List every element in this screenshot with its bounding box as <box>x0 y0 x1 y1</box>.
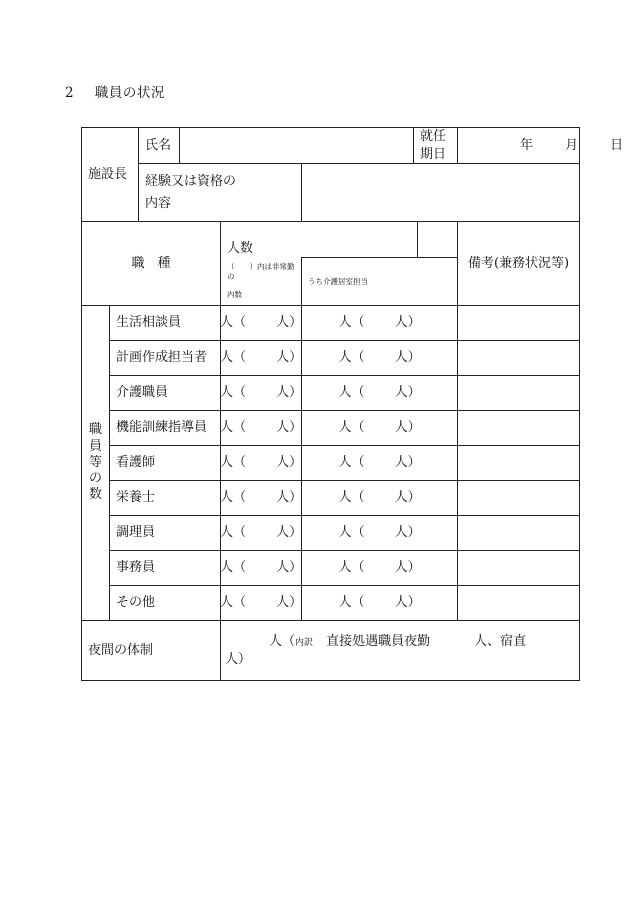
night-system-label: 夜間の体制 <box>82 621 221 681</box>
care-room-count-cell[interactable]: 人 （ 人） <box>302 341 458 376</box>
table-row <box>82 411 580 446</box>
remarks-cell[interactable] <box>458 306 580 341</box>
section-number: 2 <box>65 85 75 101</box>
month-label: 月 <box>565 137 579 153</box>
year-label: 年 <box>520 137 534 153</box>
table-row <box>82 516 580 551</box>
table-row <box>82 551 580 586</box>
day-label: 日 <box>610 137 624 153</box>
count-note-line2: 内数 <box>227 290 243 300</box>
staff-count-cell[interactable]: 人 （ 人） <box>221 516 302 551</box>
remarks-cell[interactable] <box>458 341 580 376</box>
staff-count-cell[interactable]: 人 （ 人） <box>221 341 302 376</box>
care-room-header: うち介護居室担当 <box>302 258 458 306</box>
care-room-count-cell[interactable]: 人 （ 人） <box>302 516 458 551</box>
job-name: 介護職員 <box>110 376 221 411</box>
night-system-field[interactable]: 人（内訳 直接処遇職員夜勤 人、宿直 人） <box>221 621 580 681</box>
table-row <box>82 376 580 411</box>
job-name: 機能訓練指導員 <box>110 411 221 446</box>
staff-count-cell[interactable]: 人 （ 人） <box>221 481 302 516</box>
experience-label-line1: 経験又は資格の <box>145 173 237 189</box>
name-field[interactable] <box>180 128 414 164</box>
job-name: 計画作成担当者 <box>110 341 221 376</box>
count-note-line1: （ ）内は非常勤の <box>227 262 295 282</box>
table-row <box>82 586 580 621</box>
remarks-cell[interactable] <box>458 516 580 551</box>
section-title: 職員の状況 <box>94 85 165 101</box>
experience-label-line2: 内容 <box>145 196 172 212</box>
care-room-count-cell[interactable]: 人 （ 人） <box>302 551 458 586</box>
job-name: 事務員 <box>110 551 221 586</box>
count-header <box>221 222 418 258</box>
experience-field[interactable] <box>302 164 580 222</box>
job-name: 調理員 <box>110 516 221 551</box>
staff-count-group-label: 職 員 等 の 数 <box>82 306 110 621</box>
table-row <box>82 481 580 516</box>
count-note <box>221 258 302 306</box>
staff-count-cell[interactable]: 人 （ 人） <box>221 586 302 621</box>
staff-count-cell[interactable]: 人 （ 人） <box>221 306 302 341</box>
staff-count-cell[interactable]: 人 （ 人） <box>221 411 302 446</box>
care-room-count-cell[interactable]: 人 （ 人） <box>302 481 458 516</box>
remarks-cell[interactable] <box>458 586 580 621</box>
director-label: 施設長 <box>82 128 139 222</box>
staff-count-cell[interactable]: 人 （ 人） <box>221 551 302 586</box>
job-name: 生活相談員 <box>110 306 221 341</box>
table-row <box>82 341 580 376</box>
table-row <box>82 306 580 341</box>
appointment-date-field[interactable] <box>458 128 624 164</box>
remarks-cell[interactable] <box>458 551 580 586</box>
job-type-header: 職 種 <box>82 222 221 306</box>
staff-count-cell[interactable]: 人 （ 人） <box>221 446 302 481</box>
remarks-header: 備考(兼務状況等) <box>458 222 580 306</box>
table-row <box>82 446 580 481</box>
care-room-count-cell[interactable]: 人 （ 人） <box>302 306 458 341</box>
care-room-count-cell[interactable]: 人 （ 人） <box>302 586 458 621</box>
staff-count-cell[interactable]: 人 （ 人） <box>221 376 302 411</box>
staff-status-table <box>81 127 624 681</box>
experience-label <box>139 164 302 222</box>
job-name: 栄養士 <box>110 481 221 516</box>
remarks-cell[interactable] <box>458 481 580 516</box>
care-room-count-cell[interactable]: 人 （ 人） <box>302 446 458 481</box>
job-name: 看護師 <box>110 446 221 481</box>
care-room-count-cell[interactable]: 人 （ 人） <box>302 411 458 446</box>
remarks-cell[interactable] <box>458 376 580 411</box>
count-label: 人数 <box>227 240 254 256</box>
care-room-count-cell[interactable]: 人 （ 人） <box>302 376 458 411</box>
remarks-cell[interactable] <box>458 411 580 446</box>
remarks-cell[interactable] <box>458 446 580 481</box>
job-name: その他 <box>110 586 221 621</box>
name-label: 氏名 <box>139 128 180 164</box>
appointment-date-label: 就任期日 <box>414 128 458 164</box>
section-heading <box>65 81 165 101</box>
